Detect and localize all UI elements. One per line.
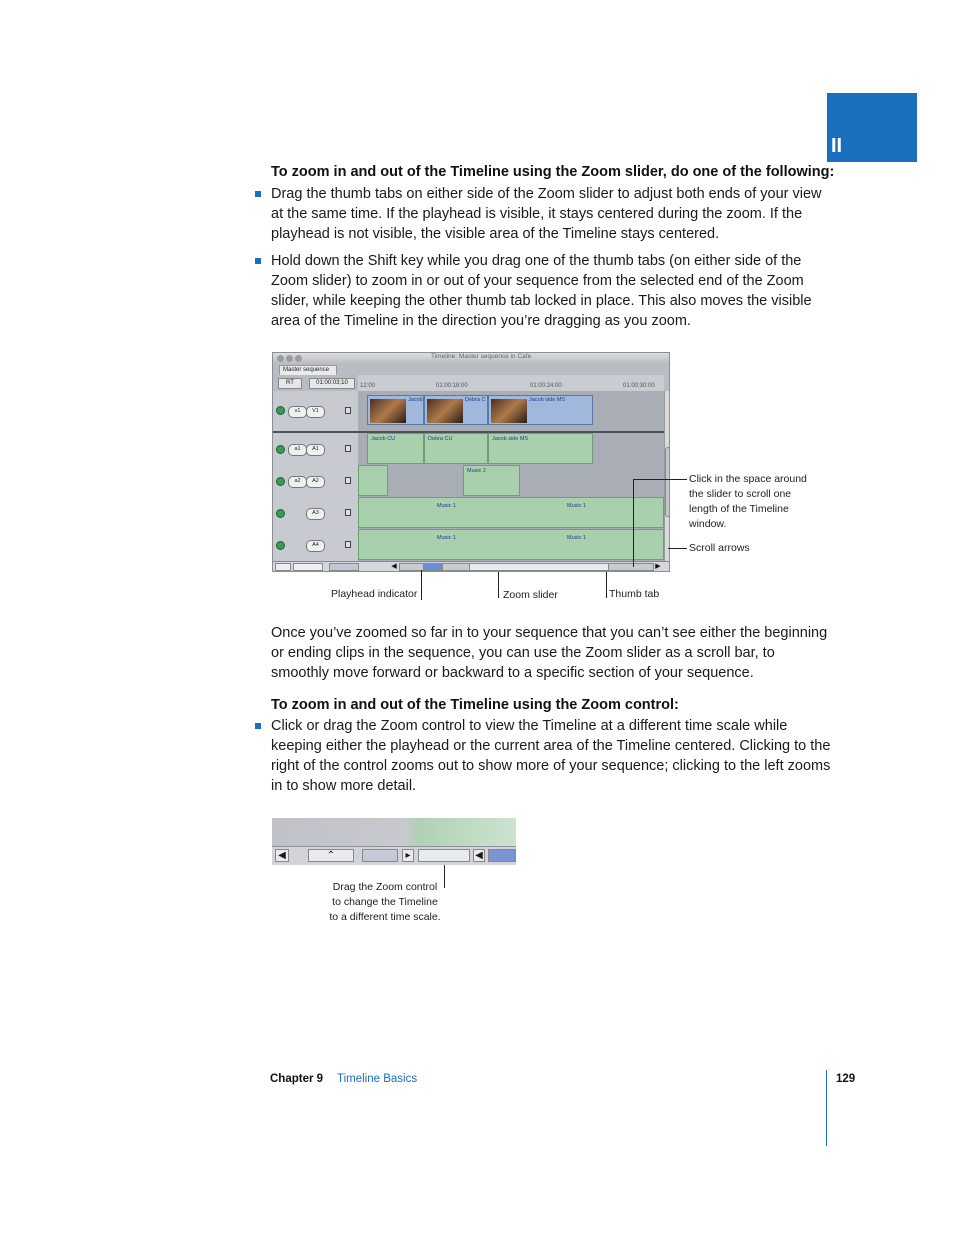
timecode-field: 01:00:03;10 xyxy=(309,378,355,389)
ruler-label: 12:00 xyxy=(360,383,376,389)
audio-clip xyxy=(358,465,388,496)
callout-leader xyxy=(668,548,687,549)
footer-chapter: Chapter 9 xyxy=(270,1073,324,1085)
track-lane-a1 xyxy=(358,433,664,466)
track-area xyxy=(272,818,516,846)
vertical-scrollbar xyxy=(664,391,670,561)
source-control: a1 xyxy=(288,444,307,456)
window-title: Timeline: Master sequence in Cafe xyxy=(431,353,532,360)
scroll-left-arrow-icon: ◀ xyxy=(473,849,485,862)
destination-control: A1 xyxy=(306,444,325,456)
zoom-control-screenshot xyxy=(272,818,516,865)
destination-control: A2 xyxy=(306,476,325,488)
clip-name: Music 1 xyxy=(437,503,456,509)
bullet-marker xyxy=(255,258,261,264)
clip-overlays-icon xyxy=(293,563,323,571)
section-heading-zoom-control: To zoom in and out of the Timeline using the Zoom control: xyxy=(271,697,679,713)
close-icon xyxy=(277,355,284,362)
ruler-label: 01:00:18:00 xyxy=(436,383,468,389)
zoom-bar xyxy=(273,561,670,572)
clip-thumbnail xyxy=(427,399,463,423)
speaker-icon xyxy=(276,477,285,486)
clip-name: Music 1 xyxy=(567,535,586,541)
bullet-text: Click or drag the Zoom control to view the Timeline at a different time scale while keeping either the playhead or the current area of the Timeline centered. Clicking to the right of the control zooms out to show more of your sequence; clicking to the left zooms in to show more detail. xyxy=(271,718,831,794)
bullet-marker xyxy=(255,723,261,729)
callout-scroll-arrows: Scroll arrows xyxy=(689,542,750,554)
arrow-icon: ▸ xyxy=(402,849,414,862)
audio-clip xyxy=(358,497,664,528)
track-header-a2 xyxy=(273,465,358,498)
destination-control: A4 xyxy=(306,540,325,552)
zoom-icon xyxy=(295,355,302,362)
track-header-a4 xyxy=(273,529,358,562)
speaker-icon xyxy=(276,541,285,550)
speaker-icon xyxy=(276,509,285,518)
speaker-icon xyxy=(275,563,291,571)
callout-line: to a different time scale. xyxy=(329,911,441,923)
clip-name: Jacob side MS xyxy=(529,397,566,403)
audio-clip xyxy=(488,433,593,464)
callout-leader xyxy=(633,479,687,480)
speaker-icon: ◀ xyxy=(275,849,289,862)
audio-clip xyxy=(463,465,520,496)
footer-chapter-title: Timeline Basics xyxy=(337,1073,418,1085)
callout-leader xyxy=(421,570,422,600)
track-visibility-icon xyxy=(276,406,285,415)
clip-name: Jacob xyxy=(408,397,423,403)
zoom-slider xyxy=(469,563,609,571)
scroll-left-arrow-icon: ◀ xyxy=(391,563,397,570)
footer-divider xyxy=(826,1070,827,1146)
callout-scroll-space: Click in the space around the slider to scroll one length of the Timeline window. xyxy=(689,473,807,530)
video-clip xyxy=(367,395,424,425)
sequence-tab: Master sequence xyxy=(279,365,337,375)
lock-icon xyxy=(345,541,351,548)
destination-control: V1 xyxy=(306,406,325,418)
title-bar xyxy=(273,353,669,364)
bullet-text: Hold down the Shift key while you drag one of the thumb tabs (on either side of the Zoom slider) to zoom in or out of your sequence from the selected end of the Zoom slider, while keeping the other thumb tab locked in place. This also moves the visible area of the Timeline in the direction you’re dragging as you zoom. xyxy=(271,253,812,329)
playhead-indicator xyxy=(423,563,443,571)
lock-icon xyxy=(345,407,351,414)
speaker-icon xyxy=(276,445,285,454)
clip-overlays-icon: ⌃ xyxy=(308,849,354,862)
zoom-control xyxy=(362,849,398,862)
track-header-v1 xyxy=(273,391,358,432)
audio-clip xyxy=(424,433,488,464)
clip-name: Music 1 xyxy=(437,535,456,541)
callout-leader xyxy=(498,572,499,598)
clip-name: Music 2 xyxy=(467,468,486,474)
ruler-label: 01:00:24:00 xyxy=(530,383,562,389)
track-lane-a2 xyxy=(358,465,664,498)
callout-leader xyxy=(606,572,607,598)
clip-name: Jacob CU xyxy=(371,436,396,442)
lock-icon xyxy=(345,477,351,484)
callout-zoom-slider: Zoom slider xyxy=(503,589,558,601)
callout-playhead-indicator: Playhead indicator xyxy=(331,588,418,600)
scroll-right-arrow-icon: ▶ xyxy=(655,563,661,570)
source-control: a2 xyxy=(288,476,307,488)
scroll-knob xyxy=(665,447,670,517)
callout-zoom-control xyxy=(318,880,452,925)
audio-clip xyxy=(367,433,424,464)
clip-name: Music 1 xyxy=(567,503,586,509)
section-heading-zoom-slider: To zoom in and out of the Timeline using the Zoom slider, do one of the following: xyxy=(271,164,835,180)
destination-control: A3 xyxy=(306,508,325,520)
clip-thumbnail xyxy=(370,399,406,423)
callout-thumb-tab: Thumb tab xyxy=(609,588,660,600)
minimize-icon xyxy=(286,355,293,362)
video-clip xyxy=(424,395,488,425)
bullet-text: Drag the thumb tabs on either side of the Zoom slider to adjust both ends of your view at the same time. If the playhead is visible, it stays centered during the zoom. If the playhead is not visible, the visible area of the Timeline stays centered. xyxy=(271,186,822,242)
clip-name: Jacob side MS xyxy=(492,436,529,442)
zoom-bar xyxy=(272,846,516,865)
track-lane-a3 xyxy=(358,497,664,530)
page-number: 129 xyxy=(836,1073,856,1085)
video-clip xyxy=(488,395,593,425)
track-lane-a4 xyxy=(358,529,664,562)
rt-menu: RT xyxy=(278,378,302,389)
clip-name: Debra CU xyxy=(428,436,453,442)
ruler-label: 01:00:30:00 xyxy=(623,383,655,389)
track-lane-v1 xyxy=(358,391,664,432)
zoom-control xyxy=(329,563,359,571)
source-control: v1 xyxy=(288,406,307,418)
track-header-a3 xyxy=(273,497,358,530)
time-ruler xyxy=(358,375,664,392)
clip-name: Debra C xyxy=(465,397,486,403)
audio-clip xyxy=(358,529,664,560)
callout-leader xyxy=(633,479,634,567)
callout-line: to change the Timeline xyxy=(332,896,438,908)
part-tab xyxy=(827,93,917,162)
lock-icon xyxy=(345,509,351,516)
part-tab-label: II xyxy=(831,135,843,157)
track-header-a1 xyxy=(273,433,358,466)
timeline-window-screenshot xyxy=(272,352,670,572)
lock-icon xyxy=(345,445,351,452)
bullet-marker xyxy=(255,191,261,197)
callout-line: Drag the Zoom control xyxy=(332,881,438,893)
zoom-slider-track xyxy=(488,849,516,862)
body-paragraph: Once you’ve zoomed so far in to your sequence that you can’t see either the beginning or ending clips in the sequence, you can use the Zoom slider as a scroll bar, to smoothly move forward or backward to a specific section of your sequence. xyxy=(271,625,828,681)
zoom-slider xyxy=(418,849,470,862)
clip-thumbnail xyxy=(491,399,527,423)
